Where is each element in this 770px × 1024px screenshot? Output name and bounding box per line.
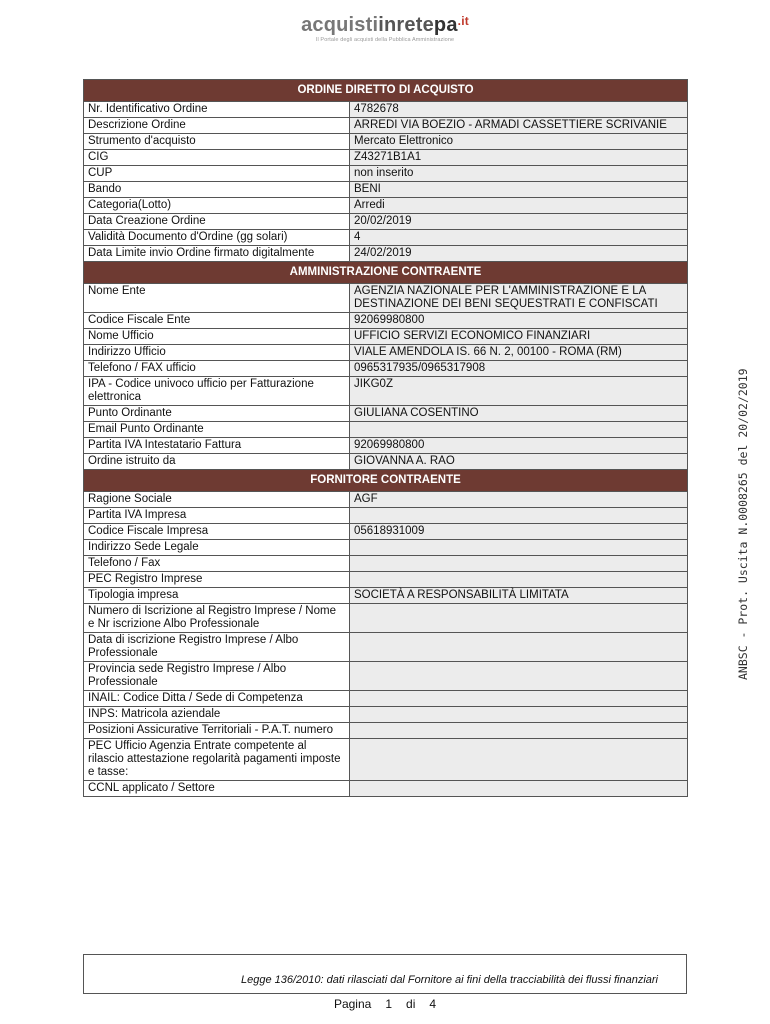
field-value: JIKG0Z: [350, 377, 688, 406]
field-value: [350, 508, 688, 524]
field-label: Codice Fiscale Impresa: [84, 524, 350, 540]
field-label: Tipologia impresa: [84, 588, 350, 604]
field-value: [350, 604, 688, 633]
field-label: IPA - Codice univoco ufficio per Fatturazione elettronica: [84, 377, 350, 406]
field-value: 05618931009: [350, 524, 688, 540]
table-row: [84, 329, 688, 345]
field-label: Strumento d'acquisto: [84, 134, 350, 150]
table-row: [84, 134, 688, 150]
table-row: [84, 723, 688, 739]
field-label: Email Punto Ordinante: [84, 422, 350, 438]
table-row: [84, 230, 688, 246]
field-label: CUP: [84, 166, 350, 182]
pagination: [0, 997, 770, 1011]
page-label: Pagina: [333, 997, 372, 1011]
supplier-section-header: [84, 470, 688, 492]
protocol-stamp: ANBSC - Prot. Uscita N.0008265 del 20/02/2019: [736, 368, 750, 680]
field-label: Codice Fiscale Ente: [84, 313, 350, 329]
field-value: [350, 572, 688, 588]
logo-wordmark: acquistiinretepa$^{.it}$: [301, 14, 469, 36]
field-value: AGENZIA NAZIONALE PER L'AMMINISTRAZIONE E LA DESTINAZIONE DEI BENI SEQUESTRATI E CONFISCATI: [350, 284, 688, 313]
table-row: [84, 284, 688, 313]
table-row: [84, 214, 688, 230]
field-label: Provincia sede Registro Imprese / Albo Professionale: [84, 662, 350, 691]
field-value: [350, 556, 688, 572]
field-label: Data di iscrizione Registro Imprese / Albo Professionale: [84, 633, 350, 662]
field-label: Partita IVA Intestatario Fattura: [84, 438, 350, 454]
field-label: Nome Ente: [84, 284, 350, 313]
field-label: PEC Registro Imprese: [84, 572, 350, 588]
table-row: [84, 377, 688, 406]
field-value: Arredi: [350, 198, 688, 214]
table-row: [84, 422, 688, 438]
field-label: Validità Documento d'Ordine (gg solari): [84, 230, 350, 246]
field-value: VIALE AMENDOLA IS. 66 N. 2, 00100 - ROMA (RM): [350, 345, 688, 361]
field-label: CIG: [84, 150, 350, 166]
table-row: [84, 345, 688, 361]
field-value: [350, 691, 688, 707]
order-table: [83, 79, 688, 797]
field-label: Posizioni Assicurative Territoriali - P.A.T. numero: [84, 723, 350, 739]
table-row: [84, 246, 688, 262]
field-label: Nome Ufficio: [84, 329, 350, 345]
field-value: GIULIANA COSENTINO: [350, 406, 688, 422]
field-value: [350, 739, 688, 781]
table-row: [84, 492, 688, 508]
table-row: [84, 150, 688, 166]
page-of: di: [406, 997, 416, 1011]
table-row: [84, 540, 688, 556]
table-row: [84, 691, 688, 707]
field-value: AGF: [350, 492, 688, 508]
page-current: 1: [385, 997, 393, 1011]
field-label: Bando: [84, 182, 350, 198]
field-label: Indirizzo Sede Legale: [84, 540, 350, 556]
field-value: 92069980800: [350, 313, 688, 329]
portal-logo: [0, 14, 770, 43]
order-section-header: [84, 80, 688, 102]
field-label: Telefono / FAX ufficio: [84, 361, 350, 377]
table-row: [84, 182, 688, 198]
table-row: [84, 198, 688, 214]
traceability-box: [83, 954, 687, 994]
field-label: Categoria(Lotto): [84, 198, 350, 214]
table-row: [84, 633, 688, 662]
field-value: [350, 422, 688, 438]
field-label: Data Limite invio Ordine firmato digitalmente: [84, 246, 350, 262]
field-label: Nr. Identificativo Ordine: [84, 102, 350, 118]
table-row: [84, 166, 688, 182]
field-label: Ordine istruito da: [84, 454, 350, 470]
table-row: [84, 662, 688, 691]
field-value: 20/02/2019: [350, 214, 688, 230]
table-row: [84, 313, 688, 329]
field-value: 92069980800: [350, 438, 688, 454]
field-label: INPS: Matricola aziendale: [84, 707, 350, 723]
table-row: [84, 508, 688, 524]
field-label: Numero di Iscrizione al Registro Imprese / Nome e Nr iscrizione Albo Professionale: [84, 604, 350, 633]
field-value: GIOVANNA A. RAO: [350, 454, 688, 470]
field-value: non inserito: [350, 166, 688, 182]
field-value: Z43271B1A1: [350, 150, 688, 166]
section-title: FORNITORE CONTRAENTE: [84, 470, 688, 492]
table-row: [84, 454, 688, 470]
table-row: [84, 588, 688, 604]
field-value: [350, 723, 688, 739]
table-row: [84, 524, 688, 540]
table-row: [84, 438, 688, 454]
field-value: [350, 707, 688, 723]
field-value: 4: [350, 230, 688, 246]
table-row: [84, 102, 688, 118]
administration-section-header: [84, 262, 688, 284]
field-label: Telefono / Fax: [84, 556, 350, 572]
table-row: [84, 572, 688, 588]
field-value: BENI: [350, 182, 688, 198]
field-label: INAIL: Codice Ditta / Sede di Competenza: [84, 691, 350, 707]
section-title: AMMINISTRAZIONE CONTRAENTE: [84, 262, 688, 284]
table-row: [84, 556, 688, 572]
field-value: ARREDI VIA BOEZIO - ARMADI CASSETTIERE SCRIVANIE: [350, 118, 688, 134]
table-row: [84, 118, 688, 134]
field-label: Data Creazione Ordine: [84, 214, 350, 230]
field-value: 24/02/2019: [350, 246, 688, 262]
field-value: [350, 781, 688, 797]
field-label: Descrizione Ordine: [84, 118, 350, 134]
table-row: [84, 406, 688, 422]
field-value: [350, 662, 688, 691]
table-row: [84, 781, 688, 797]
field-label: Indirizzo Ufficio: [84, 345, 350, 361]
table-row: [84, 707, 688, 723]
field-value: 4782678: [350, 102, 688, 118]
page-total: 4: [429, 997, 437, 1011]
field-value: 0965317935/0965317908: [350, 361, 688, 377]
field-value: [350, 540, 688, 556]
table-row: [84, 604, 688, 633]
field-value: SOCIETÀ A RESPONSABILITÀ LIMITATA: [350, 588, 688, 604]
field-value: Mercato Elettronico: [350, 134, 688, 150]
section-title: ORDINE DIRETTO DI ACQUISTO: [84, 80, 688, 102]
traceability-note: Legge 136/2010: dati rilasciati dal Fornitore ai fini della tracciabilità dei flussi finanziari: [240, 974, 658, 986]
logo-tagline: Il Portale degli acquisti della Pubblica Amministrazione: [315, 37, 455, 43]
table-row: [84, 739, 688, 781]
field-label: Ragione Sociale: [84, 492, 350, 508]
field-value: [350, 633, 688, 662]
field-label: Partita IVA Impresa: [84, 508, 350, 524]
field-label: Punto Ordinante: [84, 406, 350, 422]
table-row: [84, 361, 688, 377]
field-label: CCNL applicato / Settore: [84, 781, 350, 797]
field-value: UFFICIO SERVIZI ECONOMICO FINANZIARI: [350, 329, 688, 345]
field-label: PEC Ufficio Agenzia Entrate competente al rilascio attestazione regolarità pagamenti imposte e tasse:: [84, 739, 350, 781]
